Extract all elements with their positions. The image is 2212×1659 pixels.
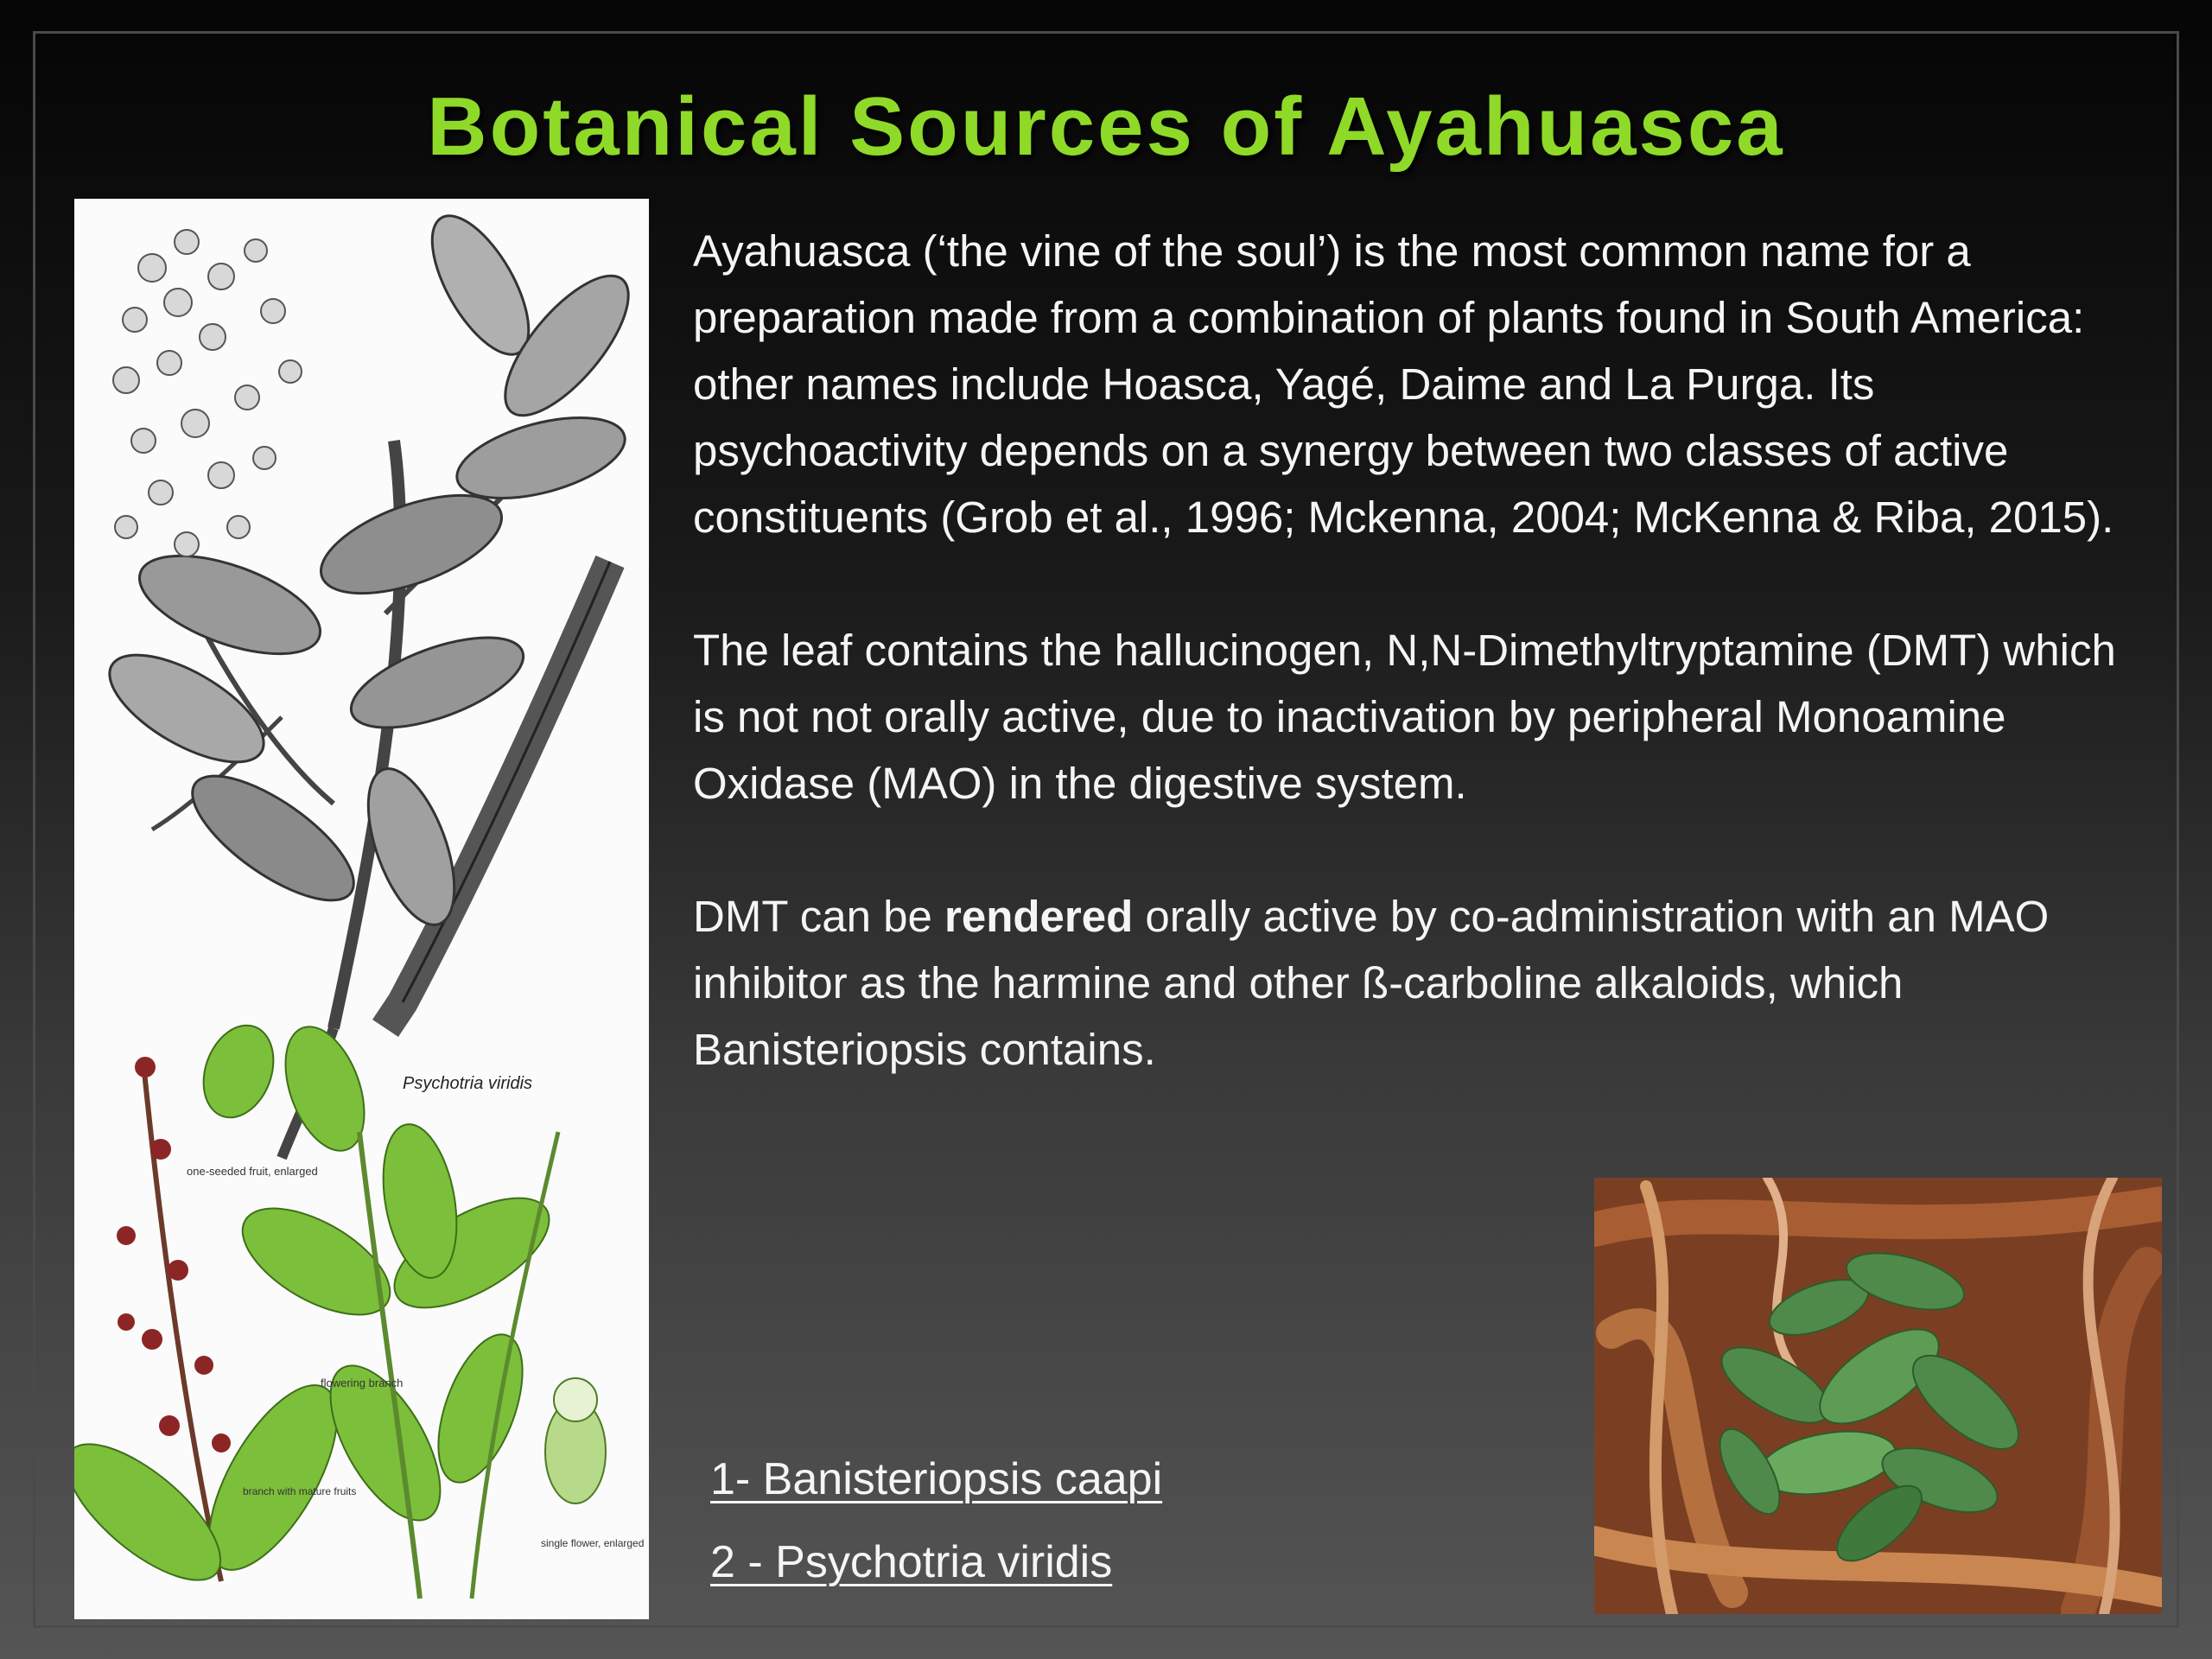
- paragraph-mao-inhibitor: [693, 883, 2119, 1083]
- botanical-illustration: [74, 199, 649, 1619]
- psychotria-illustration: [74, 1015, 606, 1603]
- plant-drawing: [74, 199, 649, 1619]
- paragraph3-end: orally active by co-administration with an MAO inhibitor as the harmine and other ß-carboline alkaloids, which Banisteriopsis contains.: [693, 892, 2050, 1074]
- ayahuasca-ingredients-photo: [1594, 1178, 2162, 1614]
- link-banisteriopsis-caapi[interactable]: 1- Banisteriopsis caapi: [710, 1454, 1163, 1504]
- label-fruit: one-seeded fruit, enlarged: [187, 1165, 318, 1178]
- paragraph3-start: DMT can be: [693, 892, 945, 941]
- paragraph-dmt-leaf: The leaf contains the hallucinogen, N,N-Dimethyltryptamine (DMT) which is not not orally active, due to inactivation by peripheral Monoamine Oxidase (MAO) in the digestive system.: [693, 626, 2116, 808]
- link-psychotria-viridis[interactable]: 2 - Psychotria viridis: [710, 1537, 1113, 1587]
- label-species: Psychotria viridis: [403, 1074, 533, 1093]
- paragraph3-bold: rendered: [944, 892, 1134, 941]
- label-single-flower: single flower, enlarged: [541, 1537, 645, 1549]
- slide-body: [693, 218, 2119, 1149]
- label-branch-fruits: branch with mature fruits: [243, 1485, 357, 1497]
- vine-leaves-photo: [1594, 1178, 2162, 1614]
- slide-title: Botanical Sources of Ayahuasca: [427, 80, 1785, 173]
- species-links: [710, 1453, 1162, 1588]
- paragraph-ayahuasca: Ayahuasca (‘the vine of the soul’) is the most common name for a preparation made from a combination of plants found in South America: other names include Hoasca, Yagé, Daime and La Purga. Its psychoactivity depends on a synergy between two classes of active constituents (Grob et al., 1996; Mckenna, 2004; McKenna & Riba, 2015).: [693, 226, 2114, 542]
- banisteriopsis-drawing: [93, 201, 649, 1158]
- label-flowering: flowering branch: [321, 1376, 404, 1389]
